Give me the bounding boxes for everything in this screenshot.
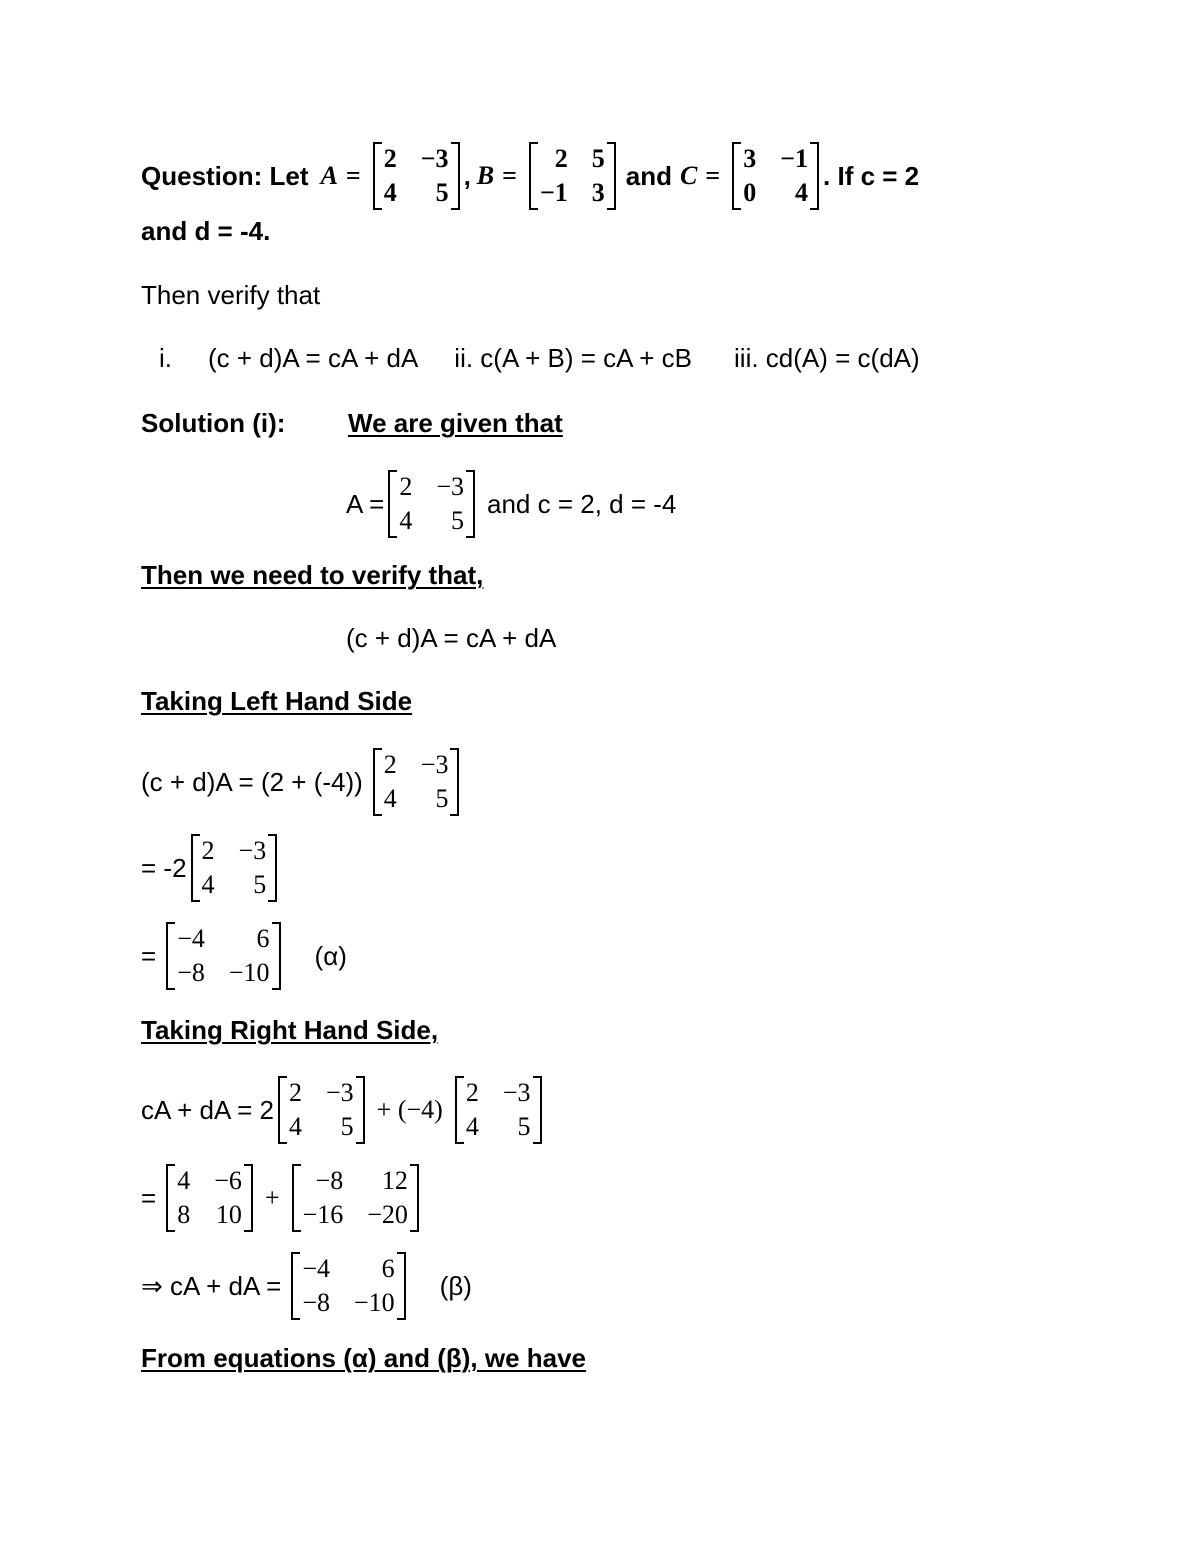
rhs-line-3 (141, 1252, 472, 1320)
rhs-line-3-prefix: ⇒ cA + dA = (141, 1271, 282, 1301)
lhs-line-1-text: (c + d)A = (2 + (-4)) (141, 767, 363, 797)
matrix-cell: 6 (381, 1254, 395, 1283)
lhs-matrix-2 (191, 834, 278, 902)
equals-sign: = (502, 161, 517, 190)
matrix-cell: −8 (177, 958, 205, 987)
rhs-line-1-prefix: cA + dA = 2 (141, 1095, 274, 1125)
matrix-cell: 2 (383, 144, 397, 173)
matrix-cell: 4 (383, 178, 397, 207)
beta-label: (β) (439, 1271, 472, 1301)
given-matrix-a (388, 470, 475, 538)
rhs-matrix-2 (455, 1076, 542, 1144)
matrix-cell: 4 (177, 1166, 191, 1195)
matrix-cell: −10 (228, 958, 270, 987)
matrix-cell: −6 (214, 1166, 242, 1195)
lhs-matrix-3 (166, 922, 280, 990)
question-prefix: Question: Let (141, 161, 309, 191)
matrix-cell: −3 (502, 1078, 531, 1107)
matrix-cell: 10 (215, 1200, 242, 1229)
matrix-cell: 4 (289, 1112, 302, 1141)
matrix-cell: 5 (435, 784, 449, 813)
matrix-cell: −4 (302, 1254, 330, 1283)
matrix-cell: −16 (302, 1200, 344, 1229)
a-equals: A = (346, 489, 385, 519)
matrix-cell: 2 (201, 836, 215, 865)
matrix-cell: 2 (399, 472, 413, 501)
matrix-cell: 4 (795, 178, 809, 207)
part-i-number: i. (159, 343, 172, 373)
question-line-2: and d = -4. (141, 216, 271, 246)
matrix-c-name: C (680, 161, 698, 190)
rhs-matrix-3 (166, 1164, 253, 1232)
matrix-cell: −3 (420, 144, 449, 173)
matrix-cell: 4 (465, 1112, 479, 1141)
matrix-cell: −4 (177, 924, 205, 953)
part-i: (c + d)A = cA + dA (208, 343, 419, 373)
part-iii: iii. cd(A) = c(dA) (734, 343, 920, 373)
matrix-cell: 4 (399, 506, 413, 535)
given-tail: and c = 2, d = -4 (487, 489, 677, 519)
then-verify-text: Then verify that (141, 280, 321, 310)
matrix-cell: −3 (238, 836, 267, 865)
rhs-line-1 (141, 1076, 546, 1144)
equals-sign: = (345, 161, 361, 190)
matrix-cell: 0 (743, 178, 757, 207)
solution-label: Solution (i): (141, 408, 286, 438)
comma: , (463, 161, 471, 191)
matrix-cell: −1 (780, 144, 809, 173)
need-verify-heading: Then we need to verify that, (141, 560, 484, 590)
given-line (346, 470, 676, 538)
rhs-line-2 (141, 1164, 423, 1232)
matrix-a-name: A (320, 161, 338, 190)
matrix-cell: −3 (326, 1078, 354, 1107)
question-suffix: . If c = 2 (823, 161, 920, 191)
matrix-cell: 2 (465, 1078, 479, 1107)
matrix-cell: 5 (517, 1112, 531, 1141)
matrix-cell: 4 (201, 870, 215, 899)
matrix-cell: 6 (256, 924, 270, 953)
question-line (141, 142, 919, 210)
rhs-heading: Taking Right Hand Side, (141, 1015, 439, 1045)
matrix-c (732, 142, 819, 210)
lhs-line-2 (141, 834, 281, 902)
lhs-line-3-prefix: = (141, 941, 157, 971)
conclusion-heading: From equations (α) and (β), we have (141, 1343, 587, 1373)
matrix-cell: 5 (340, 1112, 354, 1141)
rhs-matrix-1 (278, 1076, 365, 1144)
matrix-cell: −20 (367, 1200, 408, 1229)
matrix-cell: 5 (435, 178, 449, 207)
matrix-cell: 3 (591, 178, 605, 207)
matrix-cell: −3 (436, 472, 464, 501)
matrix-a (373, 142, 460, 210)
matrix-cell: −3 (420, 750, 449, 779)
matrix-cell: 3 (743, 144, 757, 173)
lhs-line-3 (141, 922, 347, 990)
lhs-line-1 (141, 748, 463, 816)
matrix-cell: 4 (383, 784, 397, 813)
matrix-b-name: B (476, 161, 495, 190)
plus-sign: + (264, 1183, 280, 1212)
rhs-line-2-prefix: = (141, 1183, 157, 1213)
matrix-cell: 8 (177, 1200, 191, 1229)
matrix-cell: 5 (253, 870, 267, 899)
matrix-cell: 5 (451, 506, 464, 535)
matrix-cell: 2 (554, 144, 568, 173)
matrix-cell: 2 (289, 1078, 302, 1107)
matrix-cell: −8 (302, 1288, 330, 1317)
rhs-matrix-4 (292, 1164, 419, 1232)
matrix-cell: −1 (539, 178, 568, 207)
matrix-cell: 12 (381, 1166, 408, 1195)
and-text: and (625, 161, 673, 191)
alpha-label: (α) (314, 941, 347, 971)
matrix-cell: −8 (315, 1166, 344, 1195)
matrix-b (529, 142, 616, 210)
equals-sign: = (705, 161, 721, 190)
target-equation: (c + d)A = cA + dA (346, 623, 557, 653)
matrix-cell: −10 (354, 1288, 395, 1317)
rhs-matrix-5 (291, 1252, 405, 1320)
plus-coefficient: + (−4) (376, 1095, 443, 1124)
matrix-cell: 2 (383, 750, 397, 779)
lhs-heading: Taking Left Hand Side (141, 686, 413, 716)
lhs-matrix-1 (373, 748, 460, 816)
parts-line (141, 343, 920, 373)
given-heading: We are given that (348, 408, 563, 438)
part-ii: ii. c(A + B) = cA + cB (454, 343, 693, 373)
matrix-cell: 5 (591, 144, 605, 173)
lhs-line-2-prefix: = -2 (141, 853, 187, 883)
